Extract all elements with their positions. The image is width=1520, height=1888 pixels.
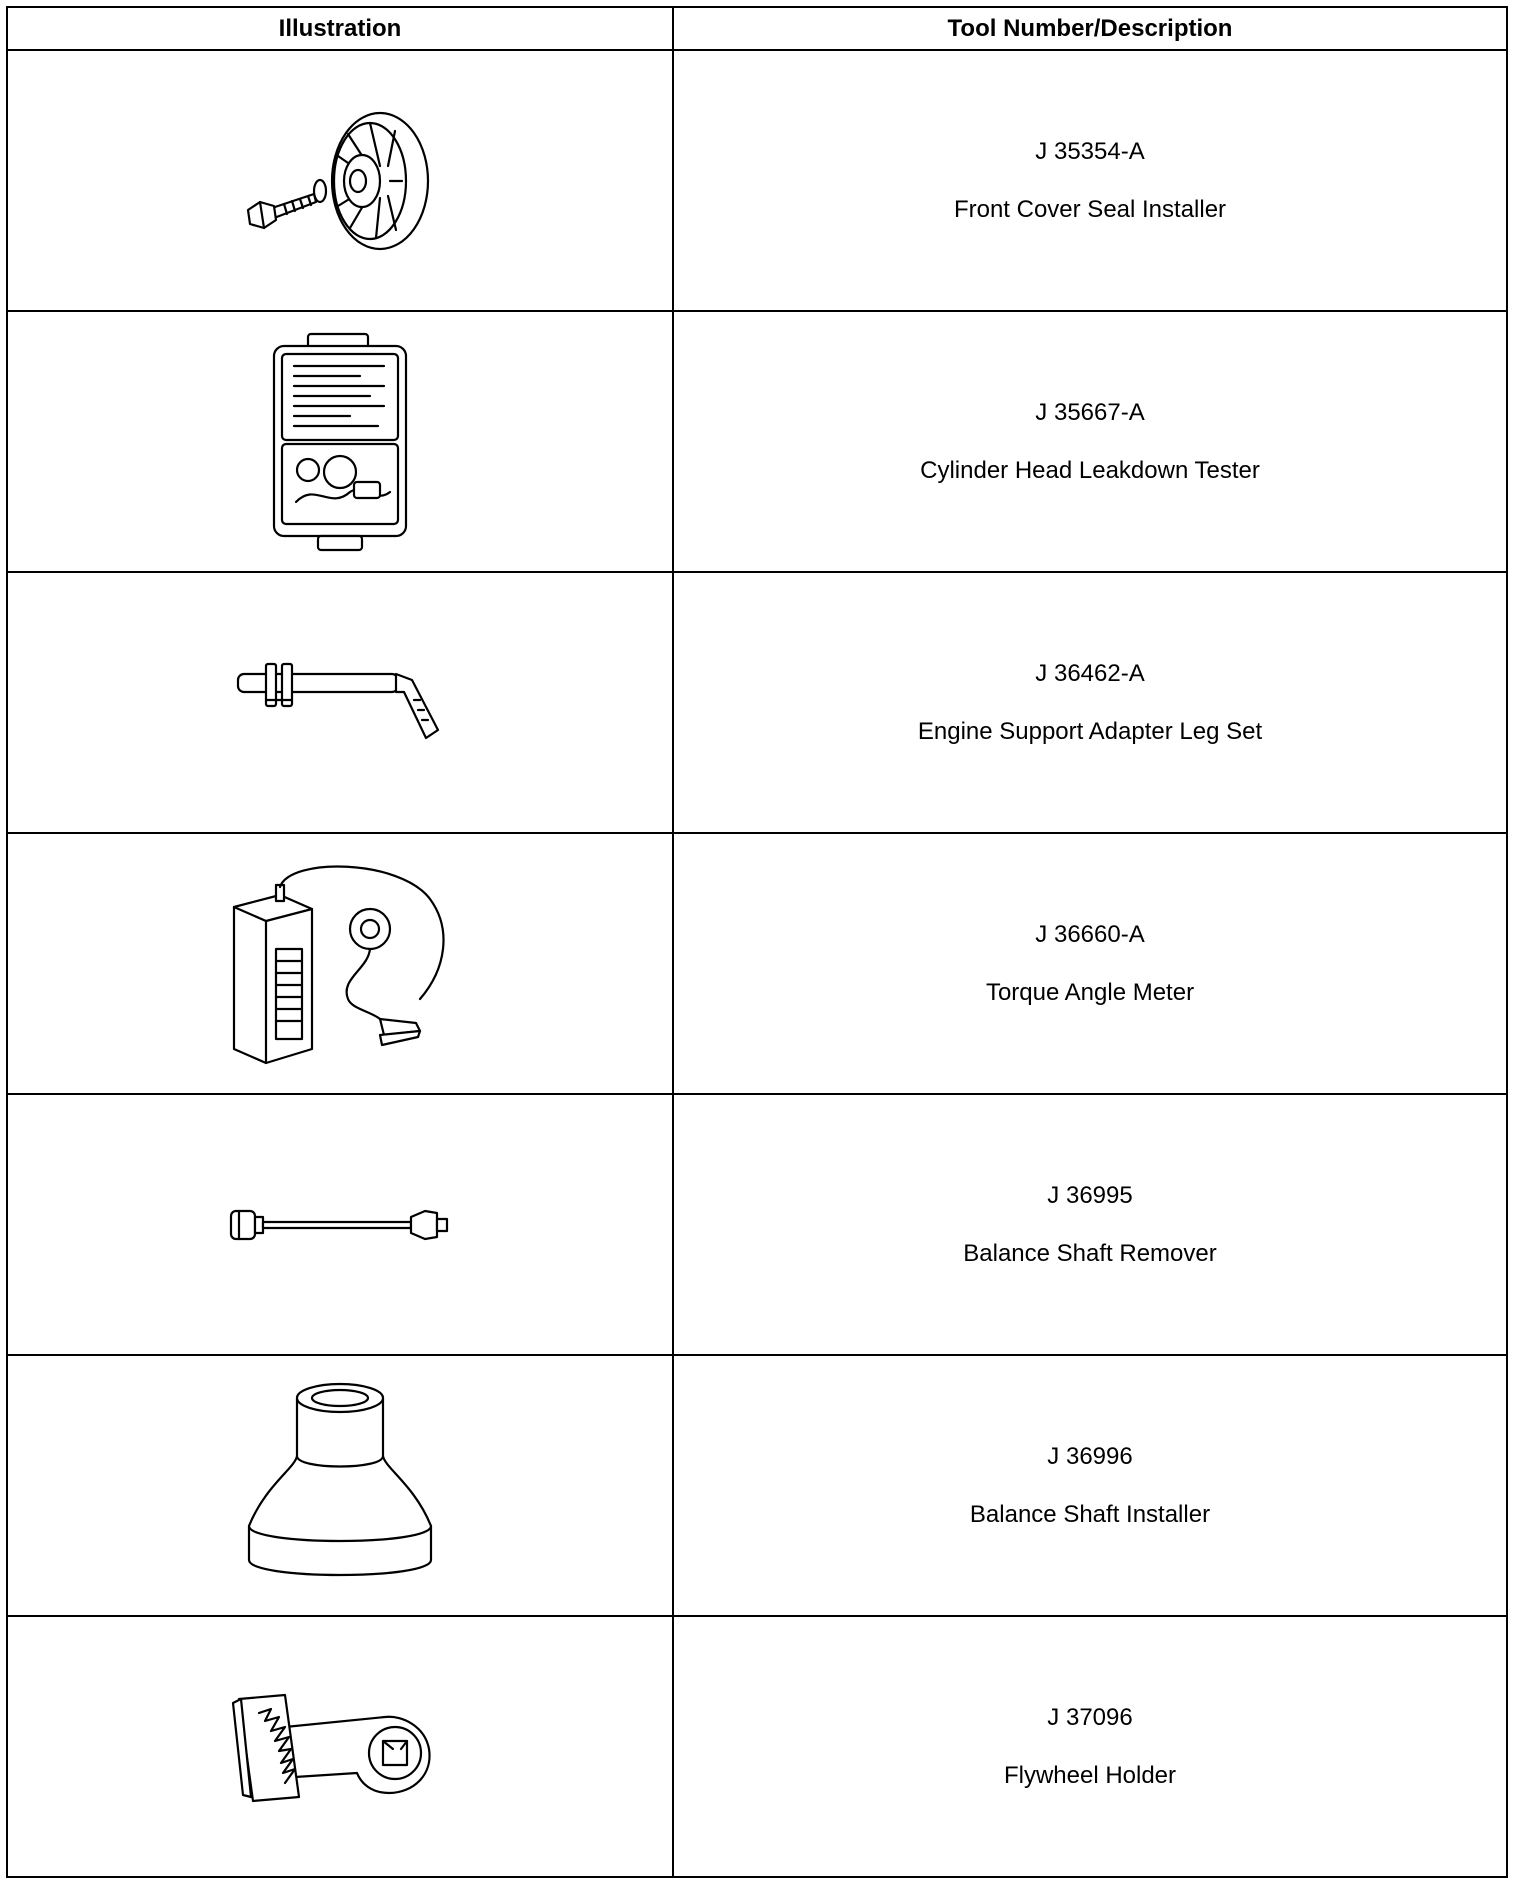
seal-installer-icon bbox=[230, 106, 450, 256]
table-row bbox=[7, 572, 1507, 833]
tool-description-cell bbox=[673, 572, 1507, 833]
tool-description: Engine Support Adapter Leg Set bbox=[917, 717, 1263, 745]
tool-number: J 36660-A bbox=[1035, 920, 1145, 948]
adapter-leg-icon bbox=[230, 658, 450, 748]
tool-description-cell bbox=[673, 1094, 1507, 1355]
tool-description-cell bbox=[673, 1355, 1507, 1616]
illustration-cell bbox=[7, 311, 673, 572]
illustration-cell bbox=[7, 1616, 673, 1877]
shaft-installer-icon bbox=[235, 1376, 445, 1596]
torque-angle-meter-icon bbox=[220, 859, 460, 1069]
illustration-cell bbox=[7, 833, 673, 1094]
tool-description: Torque Angle Meter bbox=[985, 978, 1195, 1006]
illustration-cell bbox=[7, 1355, 673, 1616]
illustration-cell bbox=[7, 1094, 673, 1355]
leakdown-tester-case-icon bbox=[260, 332, 420, 552]
tool-number: J 36996 bbox=[1047, 1442, 1133, 1470]
shaft-remover-icon bbox=[225, 1195, 455, 1255]
tool-number: J 35667-A bbox=[1035, 398, 1145, 426]
illustration-header: Illustration bbox=[7, 7, 673, 50]
table-row bbox=[7, 311, 1507, 572]
tool-number: J 36462-A bbox=[1035, 659, 1145, 687]
tool-description: Balance Shaft Installer bbox=[969, 1500, 1211, 1528]
tool-number: J 35354-A bbox=[1035, 137, 1145, 165]
tool-description: Cylinder Head Leakdown Tester bbox=[920, 456, 1260, 484]
tool-number: J 37096 bbox=[1047, 1703, 1133, 1731]
tool-description-cell bbox=[673, 311, 1507, 572]
illustration-cell bbox=[7, 50, 673, 311]
table-row bbox=[7, 1355, 1507, 1616]
table-header-row bbox=[7, 7, 1507, 50]
table-row bbox=[7, 1616, 1507, 1877]
table-row bbox=[7, 1094, 1507, 1355]
tool-header: Tool Number/Description bbox=[673, 7, 1507, 50]
tool-description: Front Cover Seal Installer bbox=[953, 195, 1227, 223]
tool-description: Balance Shaft Remover bbox=[963, 1239, 1217, 1267]
tool-description-cell bbox=[673, 1616, 1507, 1877]
table-row bbox=[7, 50, 1507, 311]
table-row bbox=[7, 833, 1507, 1094]
tool-description-cell bbox=[673, 833, 1507, 1094]
tool-description-cell bbox=[673, 50, 1507, 311]
flywheel-holder-icon bbox=[225, 1687, 455, 1807]
tool-number: J 36995 bbox=[1047, 1181, 1133, 1209]
tool-description: Flywheel Holder bbox=[1003, 1761, 1177, 1789]
special-tools-table bbox=[6, 6, 1508, 1878]
illustration-cell bbox=[7, 572, 673, 833]
